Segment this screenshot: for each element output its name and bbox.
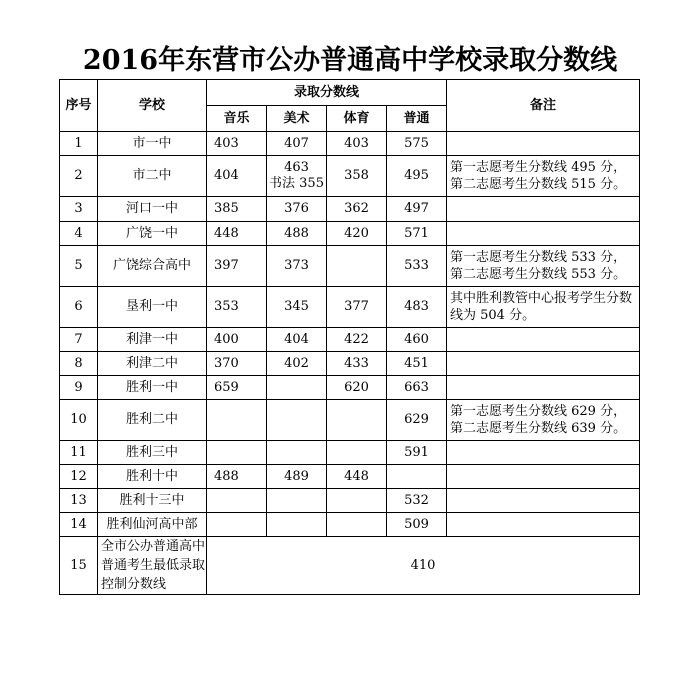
cell-pe	[327, 489, 387, 513]
cell-general: 629	[387, 400, 447, 441]
cell-seq: 7	[60, 328, 98, 352]
cell-art	[267, 222, 327, 246]
admission-score-table	[59, 79, 640, 595]
header-school: 学校	[98, 80, 207, 132]
cell-remark	[447, 441, 640, 465]
cell-pe: 448	[327, 465, 387, 489]
cell-seq: 4	[60, 222, 98, 246]
cell-school: 利津一中	[98, 328, 207, 352]
cell-remark: 第一志愿考生分数线 533 分，第二志愿考生分数线 553 分。	[447, 246, 640, 287]
cell-art	[267, 465, 327, 489]
cell-remark: 其中胜利教管中心报考学生分数线为 504 分。	[447, 287, 640, 328]
cell-music: 448	[207, 222, 267, 246]
cell-art-value: 345	[284, 299, 309, 314]
cell-general: 451	[387, 352, 447, 376]
cell-seq: 12	[60, 465, 98, 489]
cell-pe: 422	[327, 328, 387, 352]
cell-pe: 358	[327, 156, 387, 197]
summary-seq: 15	[60, 537, 98, 595]
cell-remark	[447, 197, 640, 222]
cell-music: 385	[207, 197, 267, 222]
cell-music	[207, 441, 267, 465]
cell-general: 460	[387, 328, 447, 352]
cell-music	[207, 400, 267, 441]
cell-music: 488	[207, 465, 267, 489]
cell-school: 市一中	[98, 132, 207, 156]
cell-general: 483	[387, 287, 447, 328]
header-music: 音乐	[207, 106, 267, 132]
table-row	[60, 513, 640, 537]
cell-seq: 9	[60, 376, 98, 400]
table-row	[60, 222, 640, 246]
cell-art-extra: 书法 355	[269, 176, 324, 191]
cell-remark	[447, 352, 640, 376]
cell-pe: 620	[327, 376, 387, 400]
cell-school: 广饶综合高中	[98, 246, 207, 287]
cell-art-value: 488	[284, 225, 309, 241]
summary-label: 全市公办普通高中普通考生最低录取控制分数线	[98, 537, 207, 595]
cell-pe	[327, 513, 387, 537]
cell-art	[267, 246, 327, 287]
cell-general: 532	[387, 489, 447, 513]
cell-art	[267, 489, 327, 513]
cell-music: 659	[207, 376, 267, 400]
cell-remark: 第一志愿考生分数线 629 分，第二志愿考生分数线 639 分。	[447, 400, 640, 441]
cell-music: 400	[207, 328, 267, 352]
cell-pe: 433	[327, 352, 387, 376]
summary-value: 410	[207, 537, 640, 595]
cell-seq: 5	[60, 246, 98, 287]
cell-general: 497	[387, 197, 447, 222]
cell-school: 胜利十中	[98, 465, 207, 489]
header-remark: 备注	[447, 80, 640, 132]
table-row	[60, 376, 640, 400]
table-row	[60, 465, 640, 489]
cell-music	[207, 513, 267, 537]
cell-general: 495	[387, 156, 447, 197]
cell-seq: 10	[60, 400, 98, 441]
cell-general: 509	[387, 513, 447, 537]
cell-art-value: 489	[284, 468, 309, 484]
cell-general: 591	[387, 441, 447, 465]
cell-remark	[447, 222, 640, 246]
cell-pe: 362	[327, 197, 387, 222]
cell-remark: 第一志愿考生分数线 495 分，第二志愿考生分数线 515 分。	[447, 156, 640, 197]
cell-seq: 11	[60, 441, 98, 465]
cell-school: 胜利三中	[98, 441, 207, 465]
cell-remark	[447, 513, 640, 537]
cell-art-value: 373	[284, 258, 309, 273]
cell-seq: 2	[60, 156, 98, 197]
header-pe: 体育	[327, 106, 387, 132]
summary-row	[60, 537, 640, 595]
table-row	[60, 352, 640, 376]
table-row	[60, 132, 640, 156]
cell-art	[267, 328, 327, 352]
cell-pe: 403	[327, 132, 387, 156]
cell-school: 胜利一中	[98, 376, 207, 400]
cell-pe: 377	[327, 287, 387, 328]
table-row	[60, 400, 640, 441]
cell-school: 河口一中	[98, 197, 207, 222]
cell-music: 404	[207, 156, 267, 197]
header-score-group: 录取分数线	[207, 80, 447, 106]
cell-art-value: 407	[284, 135, 309, 151]
cell-art-value: 402	[284, 355, 309, 371]
cell-pe	[327, 441, 387, 465]
cell-art	[267, 376, 327, 400]
cell-seq: 8	[60, 352, 98, 376]
cell-music	[207, 489, 267, 513]
cell-school: 垦利一中	[98, 287, 207, 328]
cell-general	[387, 465, 447, 489]
header-art: 美术	[267, 106, 327, 132]
cell-school: 利津二中	[98, 352, 207, 376]
cell-school: 胜利十三中	[98, 489, 207, 513]
page-title: 2016年东营市公办普通高中学校录取分数线	[82, 45, 618, 76]
table-row	[60, 441, 640, 465]
cell-remark	[447, 465, 640, 489]
table-row	[60, 287, 640, 328]
cell-seq: 6	[60, 287, 98, 328]
cell-pe	[327, 400, 387, 441]
cell-art-value: 404	[284, 331, 309, 347]
cell-general: 575	[387, 132, 447, 156]
cell-music: 397	[207, 246, 267, 287]
cell-remark	[447, 132, 640, 156]
table-row	[60, 328, 640, 352]
cell-art	[267, 197, 327, 222]
table-row	[60, 246, 640, 287]
table-row	[60, 156, 640, 197]
cell-art	[267, 132, 327, 156]
cell-school: 市二中	[98, 156, 207, 197]
cell-general: 533	[387, 246, 447, 287]
cell-school: 胜利二中	[98, 400, 207, 441]
cell-music: 353	[207, 287, 267, 328]
cell-pe	[327, 246, 387, 287]
cell-remark	[447, 328, 640, 352]
cell-art-value: 376	[284, 201, 309, 216]
header-seq: 序号	[60, 80, 98, 132]
cell-school: 广饶一中	[98, 222, 207, 246]
cell-art	[267, 441, 327, 465]
cell-general: 663	[387, 376, 447, 400]
cell-seq: 13	[60, 489, 98, 513]
cell-seq: 14	[60, 513, 98, 537]
cell-art-value: 463	[284, 160, 309, 175]
cell-art	[267, 513, 327, 537]
cell-remark	[447, 376, 640, 400]
table-row	[60, 489, 640, 513]
table-row	[60, 197, 640, 222]
cell-general: 571	[387, 222, 447, 246]
cell-art	[267, 352, 327, 376]
cell-seq: 3	[60, 197, 98, 222]
header-general: 普通	[387, 106, 447, 132]
cell-remark	[447, 489, 640, 513]
cell-art	[267, 156, 327, 197]
cell-pe: 420	[327, 222, 387, 246]
cell-school: 胜利仙河高中部	[98, 513, 207, 537]
cell-art	[267, 287, 327, 328]
cell-music: 370	[207, 352, 267, 376]
cell-seq: 1	[60, 132, 98, 156]
cell-music: 403	[207, 132, 267, 156]
cell-art	[267, 400, 327, 441]
